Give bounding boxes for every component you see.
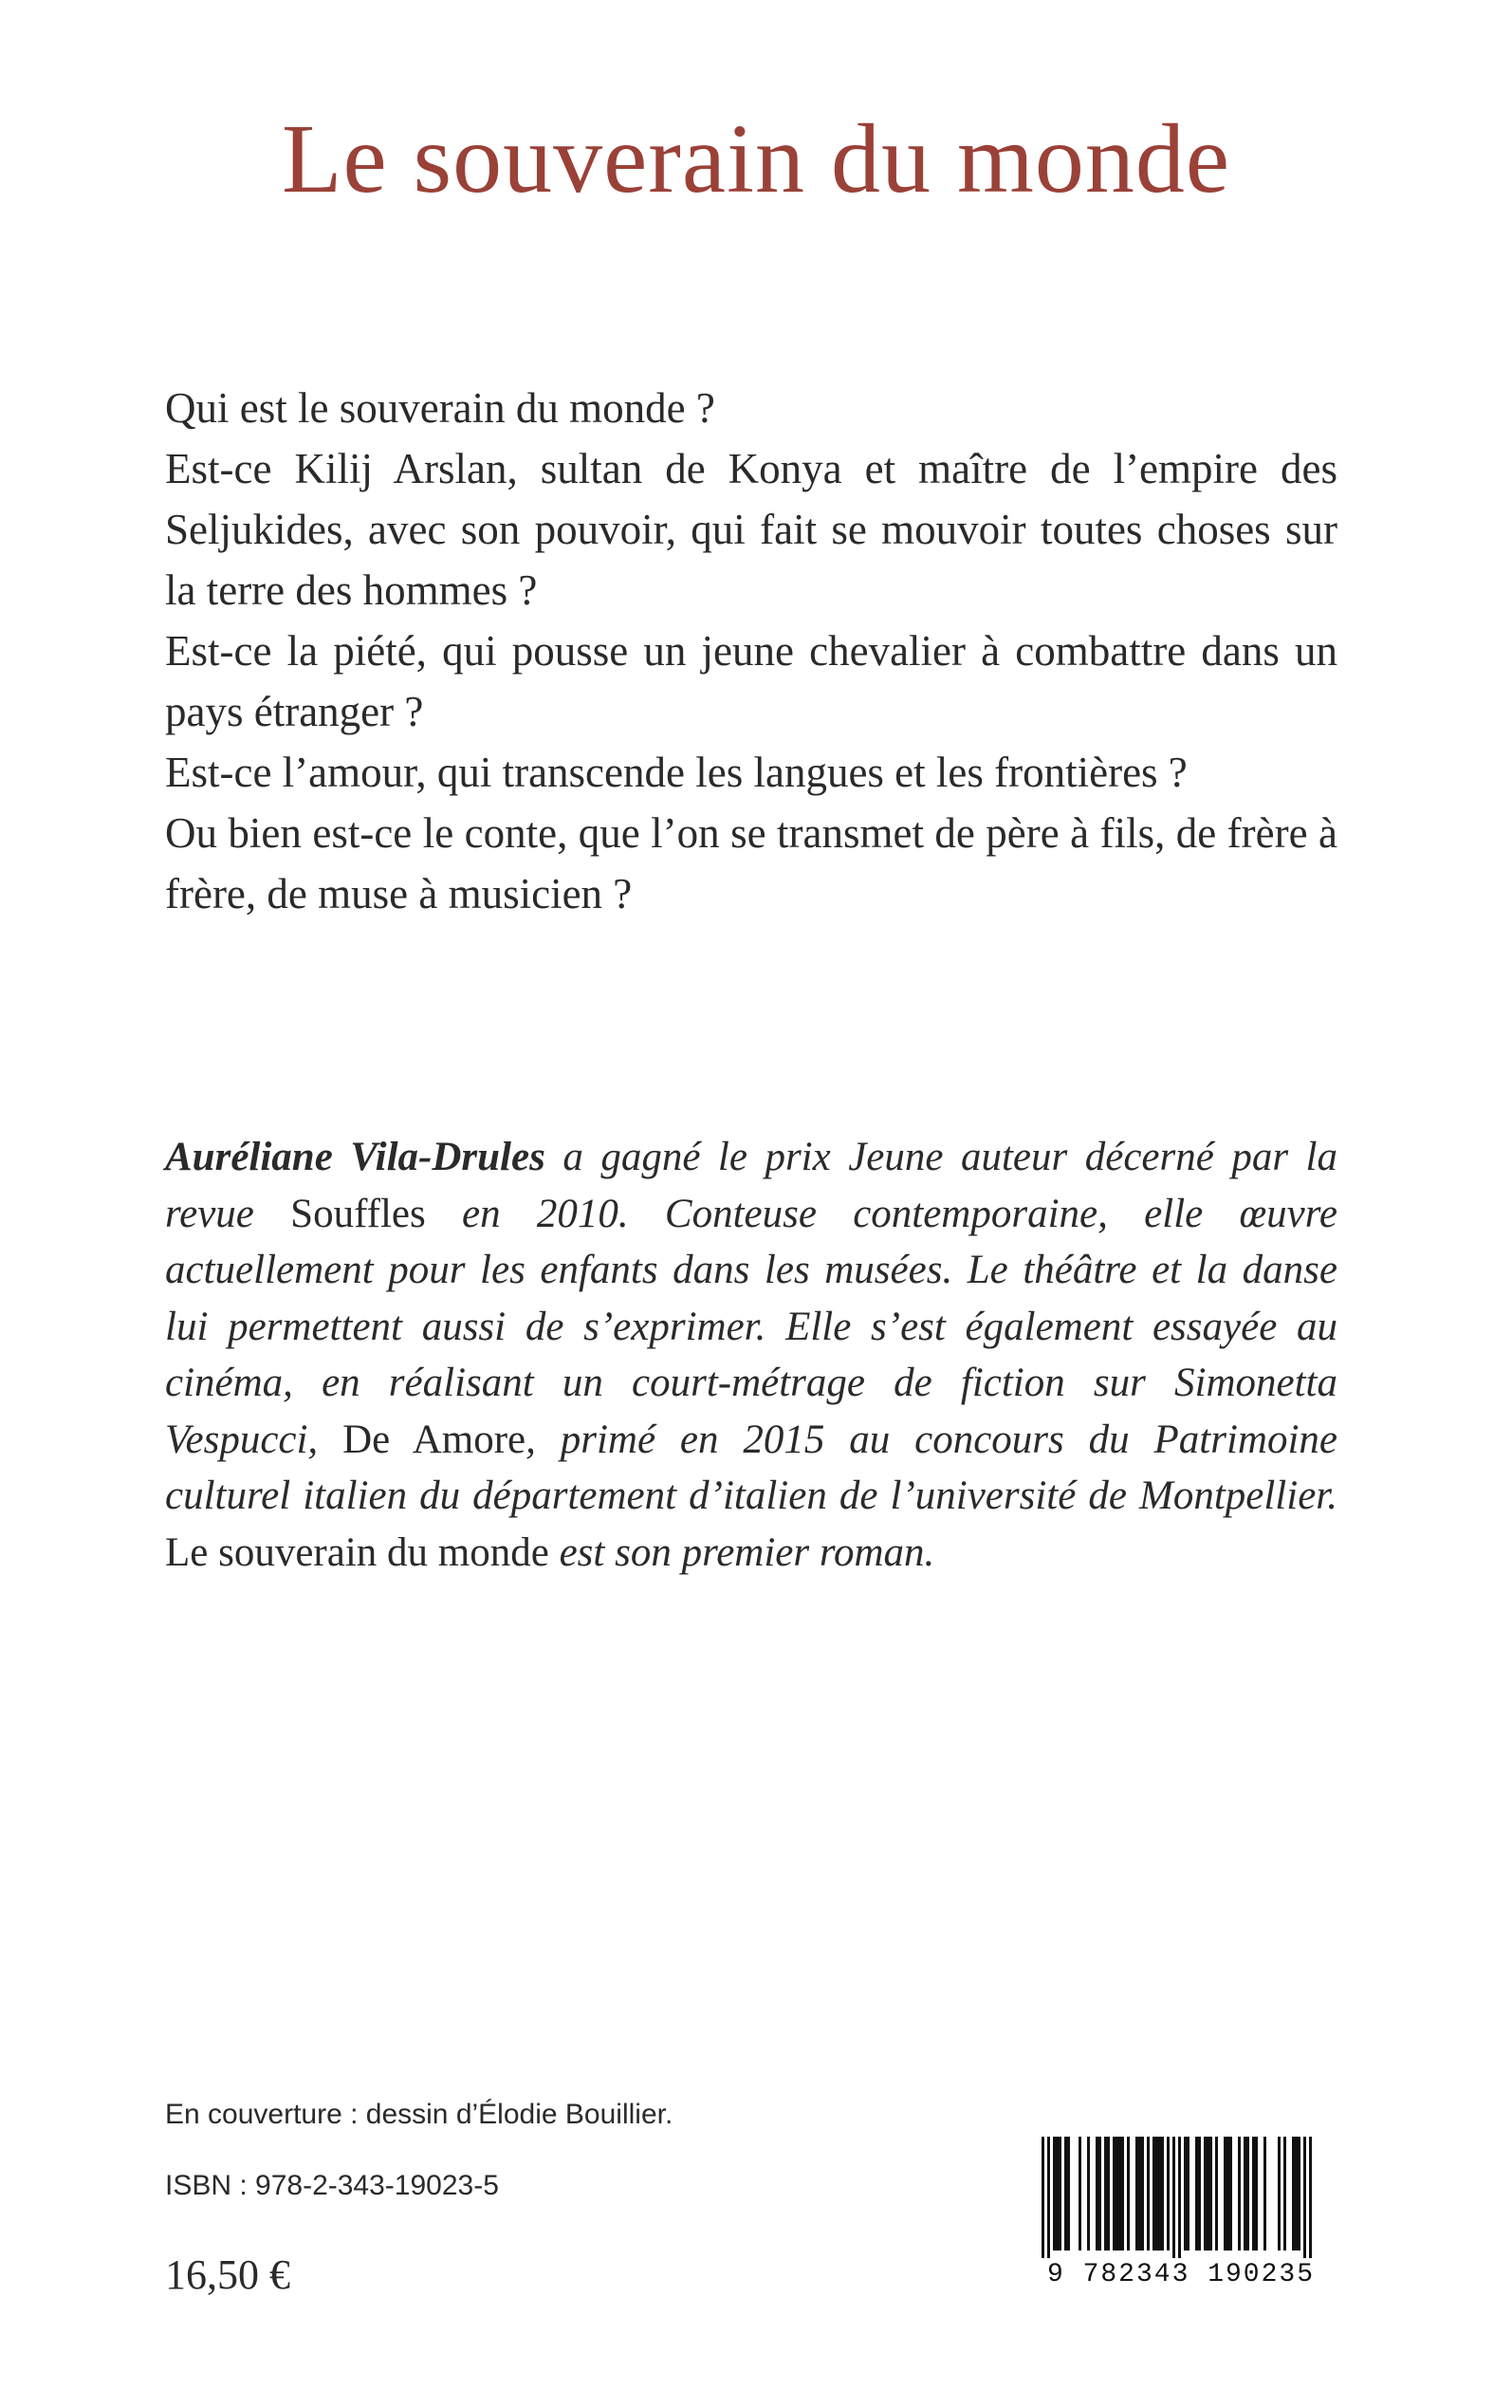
isbn: ISBN : 978-2-343-19023-5 [165,2170,499,2201]
barcode-bar [1295,2137,1298,2251]
film-title: De Amore [342,1417,526,1462]
barcode-bar [1067,2137,1070,2251]
barcode-bar [1155,2137,1158,2251]
barcode-bar [1116,2137,1118,2251]
barcode-bar [1096,2137,1098,2251]
barcode-bar [1113,2137,1116,2251]
barcode-bar [1263,2137,1266,2251]
barcode-bar [1184,2137,1187,2251]
barcode-bar [1141,2137,1144,2251]
barcode-bar [1255,2137,1258,2251]
barcode-bar [1244,2137,1246,2251]
blurb-paragraph: Est-ce la piété, qui pousse un jeune chevalier à combattre dans un pays étranger ? [165,627,1337,735]
barcode [1024,2137,1337,2288]
barcode-bar [1104,2137,1107,2251]
barcode-bar [1161,2137,1164,2251]
barcode-bar [1158,2137,1161,2251]
barcode-bar [1152,2137,1155,2251]
bio-text: a gagné le prix Jeune auteur décerné par la revue [165,1135,1338,1236]
barcode-bar [1195,2137,1198,2251]
barcode-bar [1309,2137,1312,2258]
barcode-bar [1238,2137,1241,2251]
barcode-bar [1167,2137,1170,2251]
back-cover-blurb [165,378,1337,924]
barcode-bar [1056,2137,1059,2251]
book-title: Le souverain du monde [281,104,1231,213]
bio-text: est son premier roman. [548,1529,935,1575]
barcode-bar [1178,2137,1181,2258]
barcode-bar [1087,2137,1090,2251]
barcode-bars [1024,2137,1337,2258]
cover-credit: En couverture : dessin d’Élodie Bouillier. [165,2099,673,2130]
barcode-bar [1292,2137,1295,2251]
blurb-paragraph: Est-ce Kilij Arslan, sultan de Konya et maître de l’empire des Seljukides, avec son pouvoir, qui fait se mouvoir toutes choses sur la terre des hommes ? [165,445,1337,614]
barcode-bar [1059,2137,1061,2251]
price: 16,50 € [165,2251,290,2298]
barcode-bar [1064,2137,1067,2251]
barcode-bar [1207,2137,1209,2251]
barcode-bar [1283,2137,1286,2251]
barcode-bar [1215,2137,1218,2251]
barcode-bar [1135,2137,1138,2251]
barcode-digits: 9 782343 190235 [1046,2260,1316,2289]
barcode-bar [1187,2137,1189,2251]
barcode-bar [1303,2137,1306,2258]
barcode-bar [1226,2137,1229,2251]
barcode-bar [1298,2137,1300,2251]
barcode-bar [1118,2137,1121,2251]
barcode-bar [1127,2137,1130,2251]
barcode-bar [1053,2137,1056,2251]
author-biography [165,1129,1337,1581]
barcode-bar [1198,2137,1201,2251]
barcode-bar [1278,2137,1281,2251]
bio-text: , primé en 2015 au concours du Patrimoine culturel italien du département d’italien de l’université de Montpellier. [165,1417,1337,1518]
barcode-bar [1042,2137,1044,2258]
bio-text: en 2010. Conteuse contemporaine, elle œuvre actuellement pour les enfants dans les musées. Le théâtre et la danse lui permettent aussi de s’exprimer. Elle s’est également essayée au cinéma, en réalisant un court-métrage de fiction sur Simonetta Vespucci, [165,1191,1337,1462]
barcode-bar [1047,2137,1050,2258]
barcode-bar [1138,2137,1141,2251]
barcode-bar [1204,2137,1207,2251]
journal-name: Souffles [290,1191,426,1236]
barcode-bar [1121,2137,1124,2251]
barcode-bar [1107,2137,1110,2251]
barcode-bar [1147,2137,1150,2251]
blurb-paragraph: Est-ce l’amour, qui transcende les langues et les frontières ? [165,749,1188,796]
barcode-bar [1098,2137,1101,2251]
book-title-mention: Le souverain du monde [165,1529,549,1575]
blurb-paragraph: Qui est le souverain du monde ? [165,384,715,432]
barcode-bar [1224,2137,1226,2251]
barcode-bar [1172,2137,1175,2258]
barcode-bar [1209,2137,1212,2251]
blurb-paragraph: Ou bien est-ce le conte, que l’on se transmet de père à fils, de frère à frère, de muse à musicien ? [165,809,1337,917]
barcode-bar [1246,2137,1249,2251]
author-name: Auréliane Vila-Drules [165,1135,545,1179]
barcode-bar [1229,2137,1232,2251]
barcode-bar [1079,2137,1081,2251]
barcode-bar [1252,2137,1255,2251]
